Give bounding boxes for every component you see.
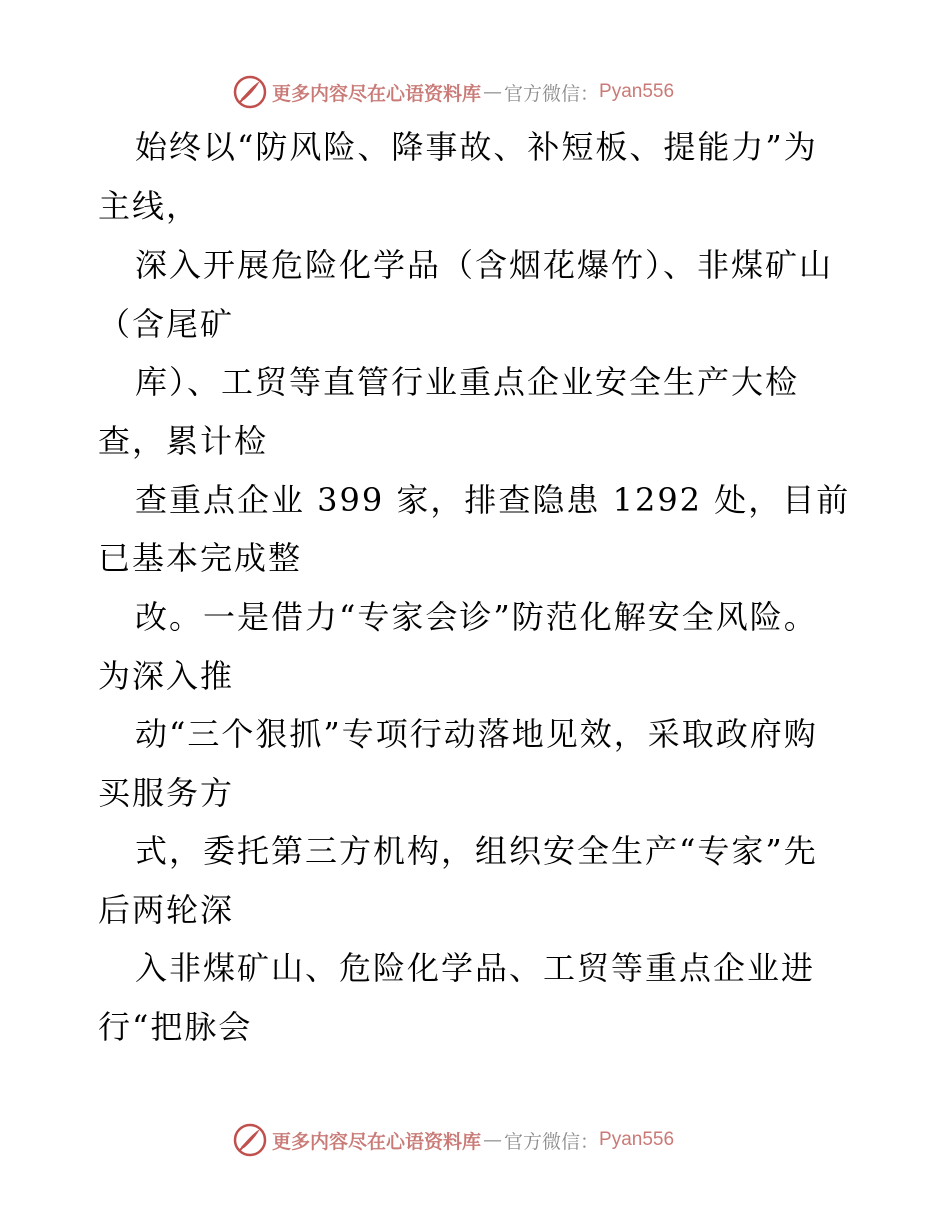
body-line: 入非煤矿山、危险化学品、工贸等重点企业进 — [135, 949, 816, 987]
body-line: 动“三个狠抓”专项行动落地见效，采取政府购 — [135, 715, 818, 753]
body-line: 库）、工贸等直管行业重点企业安全生产大检 — [135, 363, 800, 401]
watermark-official-label: 官方微信： — [504, 1130, 600, 1153]
footer-watermark — [232, 1120, 674, 1160]
watermark-dash: — — [483, 81, 503, 103]
body-line: 查，累计检 — [98, 422, 269, 460]
body-line: 始终以“防风险、降事故、补短板、提能力”为 — [135, 128, 818, 166]
watermark-wechat-id: Pyan556 — [599, 81, 675, 102]
quill-logo-icon — [232, 74, 268, 110]
body-line: 查重点企业 399 家，排查隐患 1292 处，目前 — [135, 481, 851, 519]
body-line: 行“把脉会 — [98, 1008, 253, 1046]
body-line: 为深入推 — [98, 657, 235, 695]
watermark-brand: 更多内容尽在心语资料库 — [272, 1130, 482, 1153]
body-line: 深入开展危险化学品（含烟花爆竹）、非煤矿山 — [135, 246, 834, 284]
watermark-dash: — — [483, 1129, 503, 1151]
body-line: 已基本完成整 — [98, 539, 303, 577]
body-line: （含尾矿 — [98, 305, 235, 343]
body-line: 式，委托第三方机构，组织安全生产“专家”先 — [135, 832, 818, 870]
quill-logo-icon — [232, 1122, 268, 1158]
watermark-official-label: 官方微信： — [504, 82, 600, 105]
header-watermark — [232, 72, 674, 112]
watermark-wechat-id: Pyan556 — [599, 1129, 675, 1150]
body-line: 改。一是借力“专家会诊”防范化解安全风险。 — [135, 598, 818, 636]
watermark-brand: 更多内容尽在心语资料库 — [272, 82, 482, 105]
body-line: 后两轮深 — [98, 891, 235, 929]
body-line: 买服务方 — [98, 774, 235, 812]
body-line: 主线， — [98, 187, 201, 225]
